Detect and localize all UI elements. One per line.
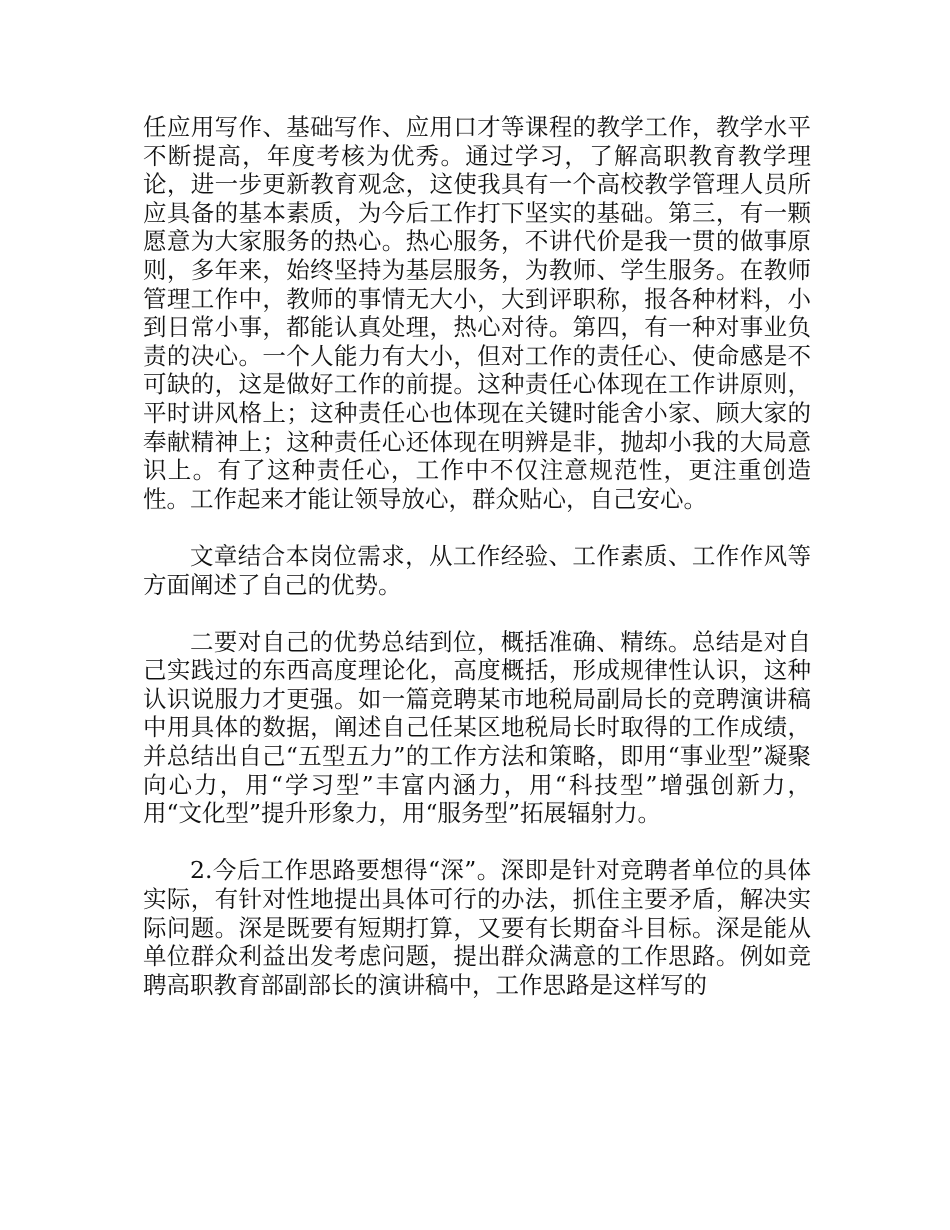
body-paragraph-2: 文章结合本岗位需求，从工作经验、工作素质、工作作风等方面阐述了自己的优势。 bbox=[143, 541, 811, 599]
body-paragraph-4: 2.今后工作思路要想得“深”。深即是针对竞聘者单位的具体实际，有针对性地提出具体可行的办法，抓住主要矛盾，解决实际问题。深是既要有短期打算，又要有长期奋斗目标。深是能从单位群众利益出发考虑问题，提出群众满意的工作思路。例如竞聘高职教育部副部长的演讲稿中，工作思路是这样写的 bbox=[143, 856, 811, 999]
document-body bbox=[143, 113, 811, 1028]
body-paragraph-3: 二要对自己的优势总结到位，概括准确、精练。总结是对自己实践过的东西高度理论化，高度概括，形成规律性认识，这种认识说服力才更强。如一篇竞聘某市地税局副局长的竞聘演讲稿中用具体的数据，阐述自己任某区地税局长时取得的工作成绩，并总结出自己“五型五力”的工作方法和策略，即用“事业型”凝聚向心力，用“学习型”丰富内涵力，用“科技型”增强创新力，用“文化型”提升形象力，用“服务型”拓展辐射力。 bbox=[143, 627, 811, 828]
body-paragraph-1: 任应用写作、基础写作、应用口才等课程的教学工作，教学水平不断提高，年度考核为优秀。通过学习，了解高职教育教学理论，进一步更新教育观念，这使我具有一个高校教学管理人员所应具备的基本素质，为今后工作打下坚实的基础。第三，有一颗愿意为大家服务的热心。热心服务，不讲代价是我一贯的做事原则，多年来，始终坚持为基层服务，为教师、学生服务。在教师管理工作中，教师的事情无大小，大到评职称，报各种材料，小到日常小事，都能认真处理，热心对待。第四，有一种对事业负责的决心。一个人能力有大小，但对工作的责任心、使命感是不可缺的，这是做好工作的前提。这种责任心体现在工作讲原则，平时讲风格上；这种责任心也体现在关键时能舍小家、顾大家的奉献精神上；这种责任心还体现在明辨是非，抛却小我的大局意识上。有了这种责任心，工作中不仅注意规范性，更注重创造性。工作起来才能让领导放心，群众贴心，自己安心。 bbox=[143, 113, 811, 513]
